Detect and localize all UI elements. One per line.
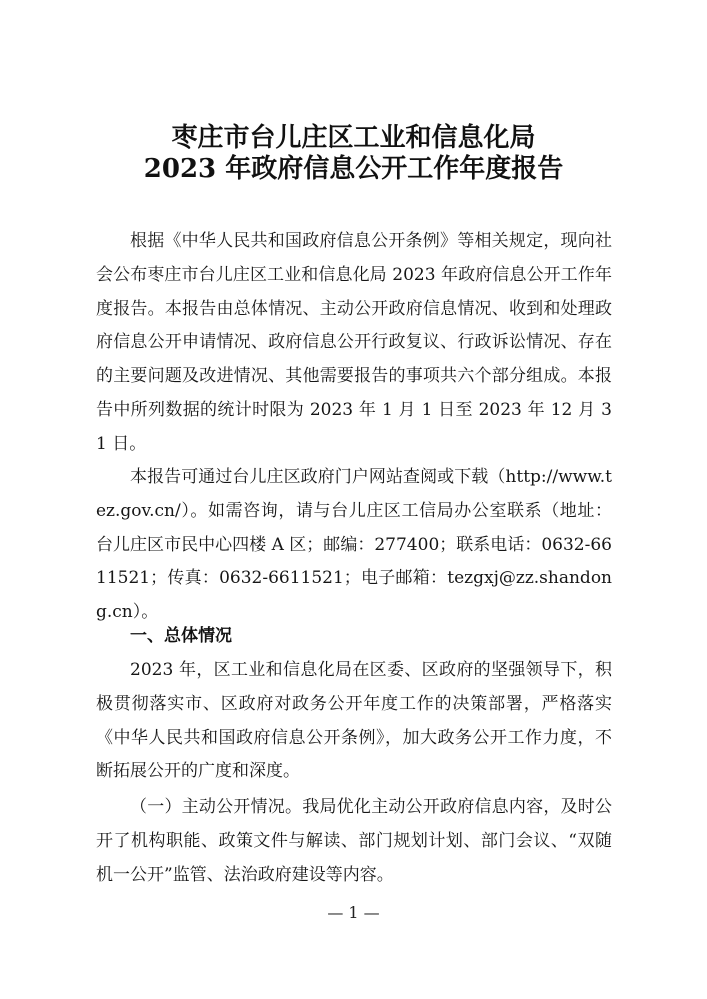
overview-paragraph: 2023 年，区工业和信息化局在区委、区政府的坚强领导下，积极贯彻落实市、区政府对政务公开年度工作的决策部署，严格落实《中华人民共和国政府信息公开条例》，加大政务公开工作力度，不断拓展公开的广度和深度。 xyxy=(96,660,612,782)
active-disclosure-paragraph: （一）主动公开情况。我局优化主动公开政府信息内容，及时公开了机构职能、政策文件与解读、部门规划计划、部门会议、“双随机一公开”监管、法治政府建设等内容。 xyxy=(96,797,612,885)
intro-paragraph: 根据《中华人民共和国政府信息公开条例》等相关规定，现向社会公布枣庄市台儿庄区工业和信息化局 2023 年政府信息公开工作年度报告。本报告由总体情况、主动公开政府信息情况、收到和处理政府信息公开申请情况、政府信息公开行政复议、行政诉讼情况、存在的主要问题及改进情况、其他需要报告的事项共六个部分组成。本报告中所列数据的统计时限为 2023 年 1 月 1 日至 2023 年 12 月 31 日。 xyxy=(96,231,612,454)
contact-paragraph: 本报告可通过台儿庄区政府门户网站查阅或下载（http://www.tez.gov.cn/）。如需咨询，请与台儿庄区工信局办公室联系（地址：台儿庄区市民中心四楼 A 区；邮编：277400；联系电话：0632-6611521；传真：0632-6611521；电子邮箱：tezgxj@zz.shandong.cn）。 xyxy=(96,467,612,623)
section-heading-overview: 一、总体情况 xyxy=(130,626,232,646)
page-number: — 1 — xyxy=(327,903,380,922)
report-title-line-2: 2023 年政府信息公开工作年度报告 xyxy=(143,154,564,184)
report-title-line-1: 枣庄市台儿庄区工业和信息化局 xyxy=(171,123,536,153)
